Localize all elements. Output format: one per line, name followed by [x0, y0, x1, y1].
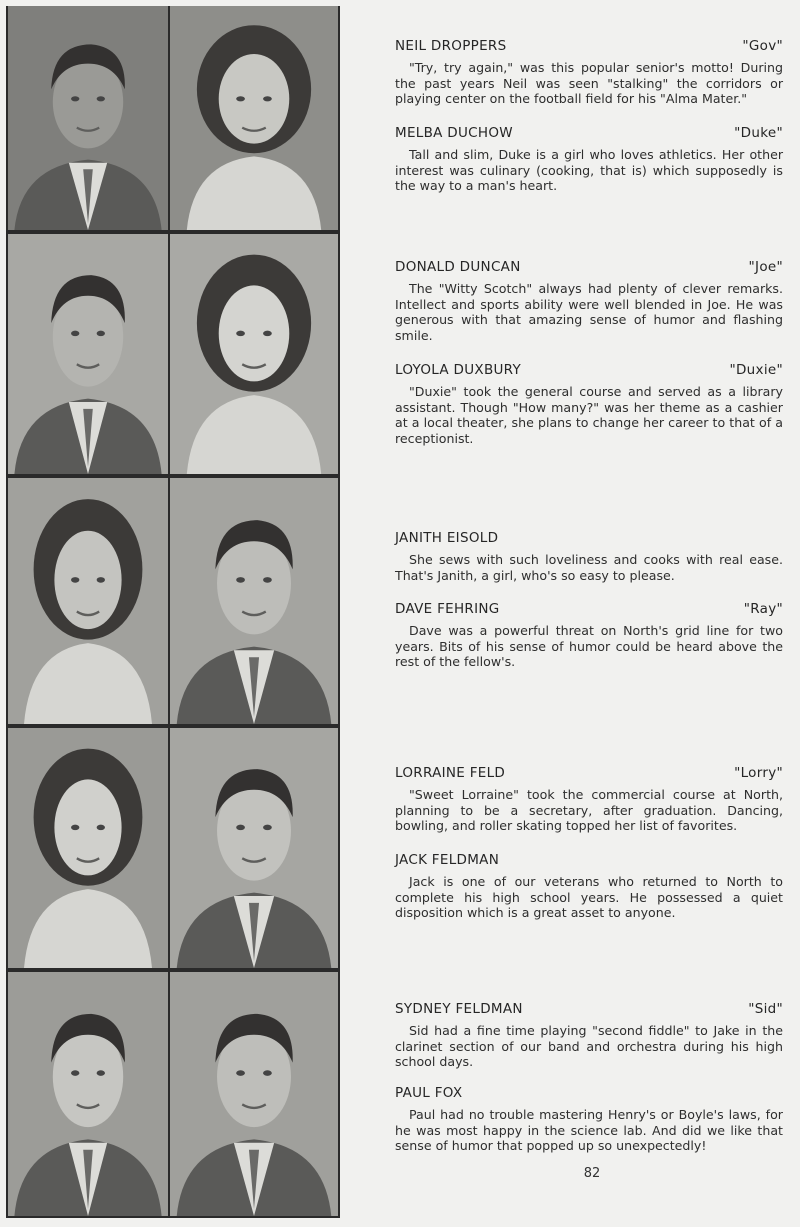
student-name: JACK FELDMAN — [395, 852, 500, 868]
student-nickname: "Ray" — [743, 601, 783, 617]
entry-paul-fox — [395, 1085, 783, 1154]
student-nickname: "Sid" — [748, 1001, 783, 1017]
portrait-drawing — [170, 6, 338, 230]
student-name: LOYOLA DUXBURY — [395, 362, 522, 378]
portrait-drawing — [8, 728, 168, 968]
portrait-lorraine-feld — [8, 728, 168, 968]
student-bio: "Try, try again," was this popular senior's motto! During the past years Neil was seen "stalking" the corridors or playing center on the football field for his "Alma Mater." — [395, 60, 783, 107]
portrait-sydney-feldman — [8, 972, 168, 1216]
student-name: SYDNEY FELDMAN — [395, 1001, 523, 1017]
portrait-loyola-duxbury — [170, 234, 338, 474]
student-bio: "Duxie" took the general course and served as a library assistant. Though "How many?" was her theme as a cashier at a local theater, she plans to change her career to that of a receptionist. — [395, 384, 783, 446]
student-bio: Tall and slim, Duke is a girl who loves athletics. Her other interest was culinary (cooking, that is) which supposedly is the way to a man's heart. — [395, 147, 783, 194]
entry-loyola-duxbury — [395, 362, 783, 446]
student-bio: Paul had no trouble mastering Henry's or Boyle's laws, for he was most happy in the science lab. And did we like that sense of humor that popped up so unexpectedly! — [395, 1107, 783, 1154]
portrait-grid — [6, 6, 340, 1218]
student-name: NEIL DROPPERS — [395, 38, 507, 54]
student-name: MELBA DUCHOW — [395, 125, 513, 141]
portrait-melba-duchow — [170, 6, 338, 230]
entry-lorraine-feld — [395, 765, 783, 834]
student-bio: Sid had a fine time playing "second fiddle" to Jake in the clarinet section of our band and orchestra during his high school days. — [395, 1023, 783, 1070]
portrait-drawing — [8, 972, 168, 1216]
entry-janith-eisold — [395, 530, 783, 583]
entry-dave-fehring — [395, 601, 783, 670]
portrait-drawing — [8, 234, 168, 474]
student-bio: She sews with such loveliness and cooks with real ease. That's Janith, a girl, who's so easy to please. — [395, 552, 783, 583]
student-bio: "Sweet Lorraine" took the commercial course at North, planning to be a secretary, after graduation. Dancing, bowling, and roller skating topped her list of favorites. — [395, 787, 783, 834]
portrait-donald-duncan — [8, 234, 168, 474]
portrait-neil-droppers — [8, 6, 168, 230]
student-nickname: "Gov" — [742, 38, 783, 54]
student-nickname: "Joe" — [748, 259, 783, 275]
portrait-paul-fox — [170, 972, 338, 1216]
page-number: 82 — [583, 1166, 601, 1181]
student-bio: Jack is one of our veterans who returned to North to complete his high school years. He possessed a quiet disposition which is a great asset to anyone. — [395, 874, 783, 921]
student-name: JANITH EISOLD — [395, 530, 499, 546]
student-name: DONALD DUNCAN — [395, 259, 521, 275]
student-bio: Dave was a powerful threat on North's grid line for two years. Bits of his sense of humor could be heard above the rest of the fellow's. — [395, 623, 783, 670]
portrait-drawing — [8, 478, 168, 724]
student-bio: The "Witty Scotch" always had plenty of clever remarks. Intellect and sports ability were well blended in Joe. He was generous with that amazing sense of humor and flashing smile. — [395, 281, 783, 343]
portrait-drawing — [170, 478, 338, 724]
student-name: DAVE FEHRING — [395, 601, 500, 617]
entry-donald-duncan — [395, 259, 783, 343]
entry-melba-duchow — [395, 125, 783, 194]
portrait-jack-feldman — [170, 728, 338, 968]
student-nickname: "Duke" — [734, 125, 783, 141]
portrait-drawing — [170, 972, 338, 1216]
portrait-janith-eisold — [8, 478, 168, 724]
entry-sydney-feldman — [395, 1001, 783, 1070]
portrait-drawing — [170, 234, 338, 474]
student-name: PAUL FOX — [395, 1085, 463, 1101]
portrait-drawing — [170, 728, 338, 968]
student-nickname: "Duxie" — [729, 362, 783, 378]
portrait-drawing — [8, 6, 168, 230]
student-name: LORRAINE FELD — [395, 765, 506, 781]
entry-jack-feldman — [395, 852, 783, 921]
portrait-dave-fehring — [170, 478, 338, 724]
student-nickname: "Lorry" — [734, 765, 783, 781]
entry-neil-droppers — [395, 38, 783, 107]
